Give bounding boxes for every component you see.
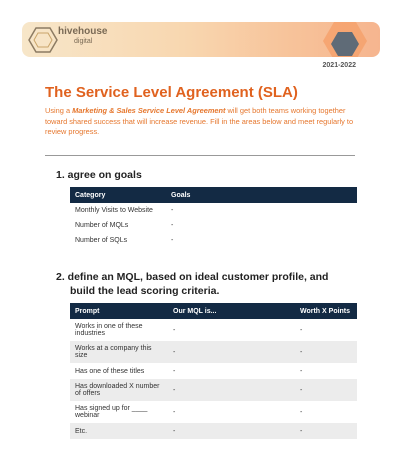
table-cell[interactable]: - xyxy=(168,341,295,363)
table-cell[interactable]: - xyxy=(300,326,303,334)
table-row xyxy=(70,233,357,248)
table-cell[interactable]: - xyxy=(300,367,303,375)
mql-table xyxy=(70,303,357,439)
table-cell: Number of SQLs xyxy=(75,237,128,244)
goals-table xyxy=(70,187,357,248)
table-cell[interactable]: - xyxy=(300,408,303,416)
table-row xyxy=(70,203,357,218)
section2-heading-line1: 2. define an MQL, based on ideal customer profile, and xyxy=(56,271,329,283)
intro-emphasis: Marketing & Sales Service Level Agreement xyxy=(72,106,226,115)
column-header: Goals xyxy=(166,187,357,203)
intro-prefix: Using a xyxy=(45,106,73,115)
table-cell[interactable]: - xyxy=(171,222,174,229)
table-cell[interactable]: - xyxy=(171,207,174,214)
intro-suffix: will get both teams working together toward shared success that will increase revenue. Fill in the areas below and meet regularly to review progress. xyxy=(45,106,354,137)
hive-logo-icon xyxy=(28,26,58,54)
section2-heading xyxy=(56,270,328,298)
logo-text: hivehouse xyxy=(58,26,108,37)
table-cell[interactable]: - xyxy=(295,423,357,439)
table-cell[interactable]: - xyxy=(173,367,176,375)
page-title: The Service Level Agreement (SLA) xyxy=(45,84,298,101)
table-row xyxy=(70,379,357,401)
table-cell: Works in one of these industries xyxy=(75,323,143,337)
table-row xyxy=(70,363,357,379)
table-cell: Has one of these titles xyxy=(75,367,145,375)
mql-table-header xyxy=(70,303,357,319)
table-cell: Has signed up for ____ webinar xyxy=(75,405,148,419)
table-cell: Number of MQLs xyxy=(75,222,129,229)
column-header: Category xyxy=(70,187,166,203)
table-row xyxy=(70,401,357,423)
table-row xyxy=(70,218,357,233)
table-cell[interactable]: - xyxy=(168,423,295,439)
table-row xyxy=(70,423,357,439)
divider xyxy=(45,155,355,156)
table-cell[interactable]: - xyxy=(168,379,295,401)
logo-subtext: digital xyxy=(74,38,93,45)
table-cell[interactable]: - xyxy=(173,326,176,334)
column-header: Our MQL is... xyxy=(168,303,295,319)
section1-heading: 1. agree on goals xyxy=(56,169,142,181)
table-cell: Has downloaded X number of offers xyxy=(70,379,168,401)
intro-paragraph xyxy=(45,106,360,138)
table-cell[interactable]: - xyxy=(295,379,357,401)
goals-table-header xyxy=(70,187,357,203)
hexagon-decoration-icon xyxy=(320,22,370,57)
table-cell[interactable]: - xyxy=(173,408,176,416)
table-cell: Monthly Visits to Website xyxy=(75,207,153,214)
header-banner xyxy=(22,22,380,57)
table-cell[interactable]: - xyxy=(295,341,357,363)
column-header: Prompt xyxy=(70,303,168,319)
column-header: Worth X Points xyxy=(295,303,357,319)
section2-heading-line2: build the lead scoring criteria. xyxy=(70,285,220,297)
year-label: 2021-2022 xyxy=(322,62,356,69)
table-cell: Etc. xyxy=(70,423,168,439)
table-row xyxy=(70,319,357,341)
table-cell: Works at a company this size xyxy=(70,341,168,363)
table-row xyxy=(70,341,357,363)
table-cell[interactable]: - xyxy=(171,237,174,244)
